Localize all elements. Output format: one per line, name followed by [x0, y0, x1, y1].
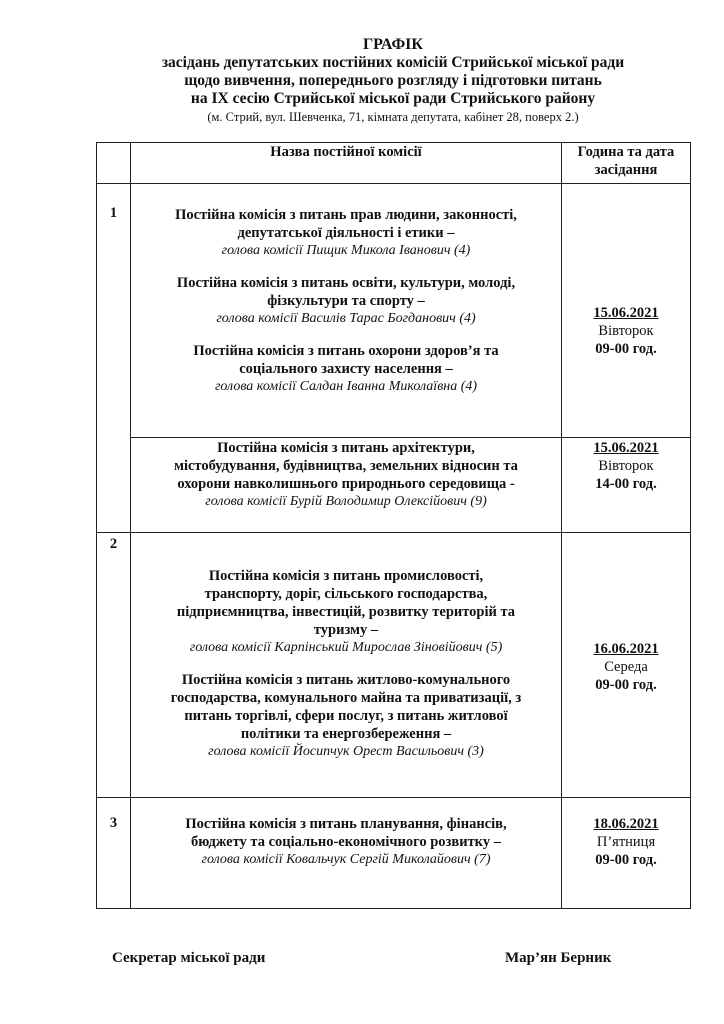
committee-entry [131, 439, 561, 511]
committee-chair: голова комісії Карпінський Мирослав Зіновійович (5) [189, 640, 503, 655]
committee-name-line: питань торгівлі, сфери послуг, з питань житлової [184, 708, 508, 724]
committee-chair: голова комісії Бурій Володимир Олексійович (9) [205, 494, 487, 509]
committee-name-line: Постійна комісія з питань житлово-комунального [181, 672, 511, 688]
meeting-datetime-cell [562, 533, 691, 798]
address-line: (м. Стрий, вул. Шевченка, 71, кімната депутата, кабінет 28, поверх 2.) [207, 110, 579, 124]
committee-name-line: депутатської діяльності і етики – [237, 225, 455, 241]
meeting-date: 16.06.2021 [593, 641, 659, 657]
table-header-row [97, 143, 691, 184]
meeting-datetime-cell [562, 438, 691, 533]
document-title: ГРАФІК [362, 36, 424, 53]
meeting-weekday: Вівторок [598, 323, 654, 339]
committee-name-line: охорони навколишнього природнього середовища - [177, 476, 515, 492]
committee-chair: голова комісії Йосипчук Орест Васильович (3) [208, 744, 484, 759]
row-number: 2 [97, 533, 131, 798]
committee-name-line: політики та енергозбереження – [240, 726, 452, 742]
table-row [97, 438, 691, 533]
table-row [97, 798, 691, 909]
committee-name-line: Постійна комісія з питань охорони здоров’я та [193, 343, 499, 359]
meeting-weekday: Середа [604, 659, 648, 675]
committee-chair: голова комісії Пищик Микола Іванович (4) [221, 243, 471, 258]
meeting-date: 15.06.2021 [593, 440, 659, 456]
meeting-date: 18.06.2021 [593, 816, 659, 832]
committee-cell [131, 438, 562, 533]
committee-name-line: фізкультури та спорту – [267, 293, 425, 309]
committee-entry [131, 342, 561, 396]
meeting-weekday: П’ятниця [596, 834, 656, 850]
committee-entry [131, 206, 561, 260]
meeting-datetime-cell [562, 184, 691, 438]
committee-name-line: Постійна комісія з питань планування, фінансів, [185, 816, 507, 832]
committee-name-line: містобудування, будівництва, земельних відносин та [174, 458, 518, 474]
meeting-date: 15.06.2021 [593, 305, 659, 321]
subtitle-line-1: засідань депутатських постійних комісій Стрийської міської ради [161, 54, 625, 71]
committee-cell [131, 184, 562, 438]
committee-name-line: бюджету та соціально-економічного розвитку – [191, 834, 501, 850]
committee-cell [131, 798, 562, 909]
committee-cell [131, 533, 562, 798]
committee-name-line: підприємництва, інвестицій, розвитку територій та [176, 604, 516, 620]
header-date-time: Година та дата засідання [562, 143, 691, 184]
meeting-time: 14-00 год. [595, 476, 657, 492]
header-number [97, 143, 131, 184]
committee-name-line: Постійна комісія з питань освіти, культури, молоді, [176, 275, 516, 291]
committee-name-line: транспорту, доріг, сільського господарства, [204, 586, 488, 602]
header-committee-name: Назва постійної комісії [131, 143, 562, 184]
committee-entry [131, 567, 561, 657]
meeting-time: 09-00 год. [595, 341, 657, 357]
committee-entry [131, 815, 561, 869]
meeting-time: 09-00 год. [595, 677, 657, 693]
schedule-table [96, 142, 691, 909]
meeting-datetime-cell [562, 798, 691, 909]
committee-chair: голова комісії Салдан Іванна Миколаївна (4) [214, 379, 478, 394]
subtitle-line-3: на IX сесію Стрийської міської ради Стрийського району [190, 90, 596, 107]
meeting-time: 09-00 год. [595, 852, 657, 868]
signature-position: Секретар міської ради [112, 950, 266, 966]
committee-name-line: Постійна комісія з питань промисловості, [208, 568, 484, 584]
table-row [97, 533, 691, 798]
committee-name-line: туризму – [313, 622, 379, 638]
signature-name: Мар’ян Берник [505, 950, 612, 966]
committee-entry [131, 274, 561, 328]
meeting-weekday: Вівторок [598, 458, 654, 474]
subtitle-line-2: щодо вивчення, попереднього розгляду і підготовки питань [184, 72, 602, 89]
row-number: 1 [97, 184, 131, 533]
committee-chair: голова комісії Ковальчук Сергій Миколайович (7) [201, 852, 491, 867]
committee-name-line: Постійна комісія з питань прав людини, законності, [175, 207, 517, 223]
committee-chair: голова комісії Василів Тарас Богданович (4) [216, 311, 476, 326]
table-row [97, 184, 691, 438]
committee-entry [131, 671, 561, 761]
committee-name-line: соціального захисту населення – [239, 361, 453, 377]
row-number: 3 [97, 798, 131, 909]
committee-name-line: господарства, комунального майна та приватизації, з [170, 690, 522, 706]
committee-name-line: Постійна комісія з питань архітектури, [217, 440, 475, 456]
